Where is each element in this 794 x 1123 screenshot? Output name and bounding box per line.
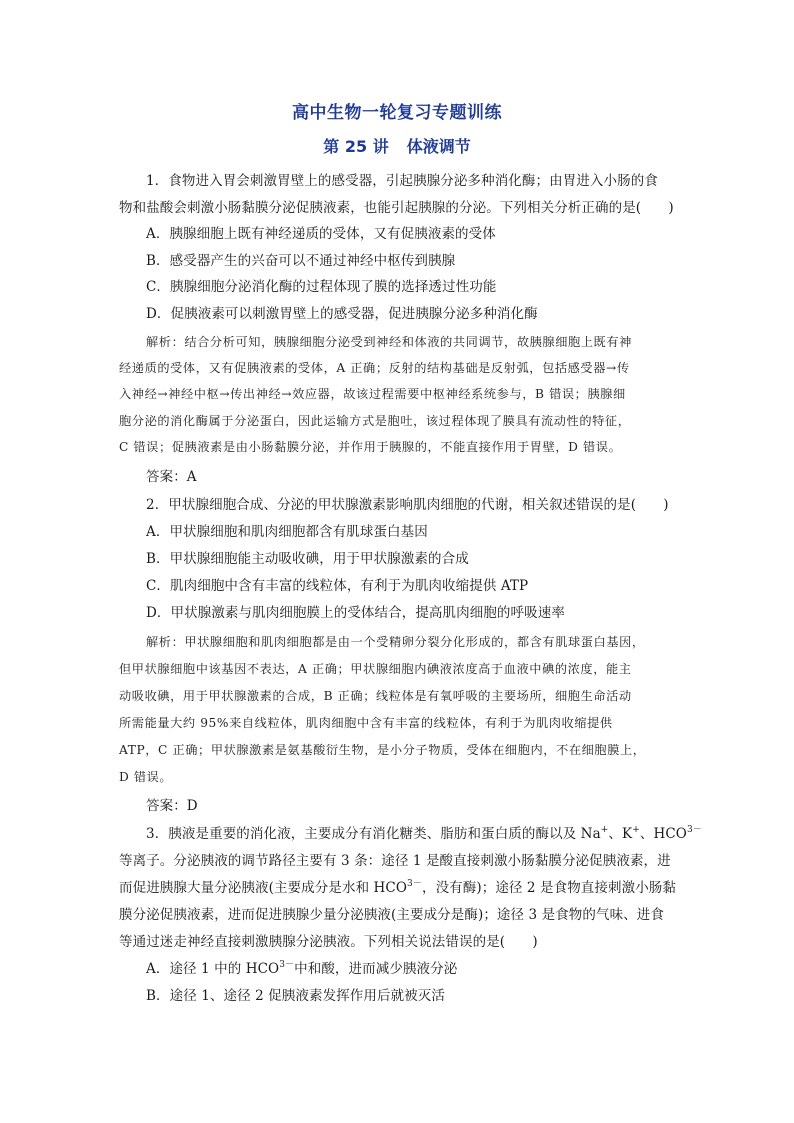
q3-stem-line-5: 等通过迷走神经直接刺激胰腺分泌胰液。下列相关说法错误的是( ) [119,934,538,950]
q1-option-a: A．胰腺细胞上既有神经递质的受体，又有促胰液素的受体 [146,226,496,242]
q1-explanation-line-3: 入神经→神经中枢→传出神经→效应器，故该过程需要中枢神经系统参与，B 错误；胰腺细 [119,387,626,401]
lesson-number: 第 25 讲 [323,137,389,156]
q3-option-a [146,959,679,979]
q1-explanation-line-2: 经递质的受体，又有促胰液素的受体，A 正确；反射的结构基础是反射弧，包括感受器→传 [119,361,630,375]
superscript-hco3-charge: 3－ [407,878,422,889]
q2-option-b: B．甲状腺细胞能主动吸收碘，用于甲状腺激素的合成 [146,551,469,567]
q2-explanation-line-1: 解析：甲状腺细胞和肌肉细胞都是由一个受精卵分裂分化形成的，都含有肌球蛋白基因， [146,635,645,649]
superscript-plus: + [632,824,640,835]
q1-stem-line-1: 1．食物进入胃会刺激胃壁上的感受器，引起胰腺分泌多种消化酶；由胃进入小肠的食 [146,173,658,189]
superscript-hco3-charge: 3－ [279,959,295,970]
q1-explanation-line-1: 解析：结合分析可知，胰腺细胞分泌受到神经和体液的共同调节，故胰腺细胞上既有神 [146,335,632,349]
q1-explanation-line-4: 胞分泌的消化酶属于分泌蛋白，因此运输方式是胞吐，该过程体现了膜具有流动性的特征， [119,414,631,428]
superscript-plus: + [600,824,609,835]
q2-explanation-line-5: ATP，C 正确；甲状腺激素是氨基酸衍生物，是小分子物质，受体在细胞内，不在细胞膜上， [119,743,646,757]
document-title: 高中生物一轮复习专题训练 [292,103,502,123]
superscript-hco3-charge: 3－ [686,824,702,835]
q2-answer: 答案：D [146,798,198,814]
q3-stem-line-1 [146,824,702,844]
q3-stem-text-3: 、HCO [639,826,687,842]
q2-stem-line-1: 2．甲状腺细胞合成、分泌的甲状腺激素影响肌肉细胞的代谢，相关叙述错误的是( ) [146,497,669,513]
q1-option-b: B．感受器产生的兴奋可以不通过神经中枢传到胰腺 [146,253,456,269]
q3-stem-line-2: 等离子。分泌胰液的调节路径主要有 3 条：途径 1 是酸直接刺激小肠黏膜分泌促胰液素，进 [119,853,671,869]
q3-stem-line-3 [119,878,679,898]
q3-option-b: B．途径 1、途径 2 促胰液素发挥作用后就被灭活 [146,988,445,1004]
q1-answer: 答案：A [146,469,197,485]
q1-option-c: C．胰腺细胞分泌消化酶的过程体现了膜的选择透过性功能 [146,279,497,295]
q2-explanation-line-3: 动吸收碘，用于甲状腺激素的合成，B 正确；线粒体是有氧呼吸的主要场所，细胞生命活动 [119,689,632,703]
q2-explanation-line-4: 所需能量大约 95%来自线粒体，肌肉细胞中含有丰富的线粒体，有利于为肌肉收缩提供 [119,716,613,730]
q2-option-d: D．甲状腺激素与肌肉细胞膜上的受体结合，提高肌肉细胞的呼吸速率 [146,605,565,621]
q1-explanation-line-5: C 错误；促胰液素是由小肠黏膜分泌，并作用于胰腺的，不能直接作用于胃壁，D 错误。 [119,440,622,454]
q2-option-c: C．肌肉细胞中含有丰富的线粒体，有利于为肌肉收缩提供 ATP [146,578,529,594]
q3-stem-text-5: ，没有酶)；途径 2 是食物直接刺激小肠黏 [421,880,677,896]
q3-stem-text-2: 、K [608,826,633,842]
q3-option-a-text-2: 中和酸，进而减少胰液分泌 [294,961,458,977]
q2-option-a: A．甲状腺细胞和肌肉细胞都含有肌球蛋白基因 [146,524,428,540]
q3-option-a-text-1: A．途径 1 中的 HCO [146,961,280,977]
q1-stem-line-2: 物和盐酸会刺激小肠黏膜分泌促胰液素，也能引起胰腺的分泌。下列相关分析正确的是( ) [119,200,674,216]
lesson-subtitle [0,134,794,157]
q2-explanation-line-2: 但甲状腺细胞中该基因不表达，A 正确；甲状腺细胞内碘液浓度高于血液中碘的浓度，能主 [119,662,632,676]
q3-stem-line-4: 膜分泌促胰液素，进而促进胰腺少量分泌胰液(主要成分是酶)；途径 3 是食物的气味、进食 [119,907,665,923]
q1-option-d: D．促胰液素可以刺激胃壁上的感受器，促进胰腺分泌多种消化酶 [146,306,538,322]
q3-stem-text-1: 3．胰液是重要的消化液，主要成分有消化糖类、脂肪和蛋白质的酶以及 Na [146,826,601,842]
lesson-topic: 体液调节 [406,137,471,156]
q3-stem-text-4: 而促进胰腺大量分泌胰液(主要成分是水和 HCO [119,880,408,896]
q2-explanation-line-6: D 错误。 [119,770,173,784]
